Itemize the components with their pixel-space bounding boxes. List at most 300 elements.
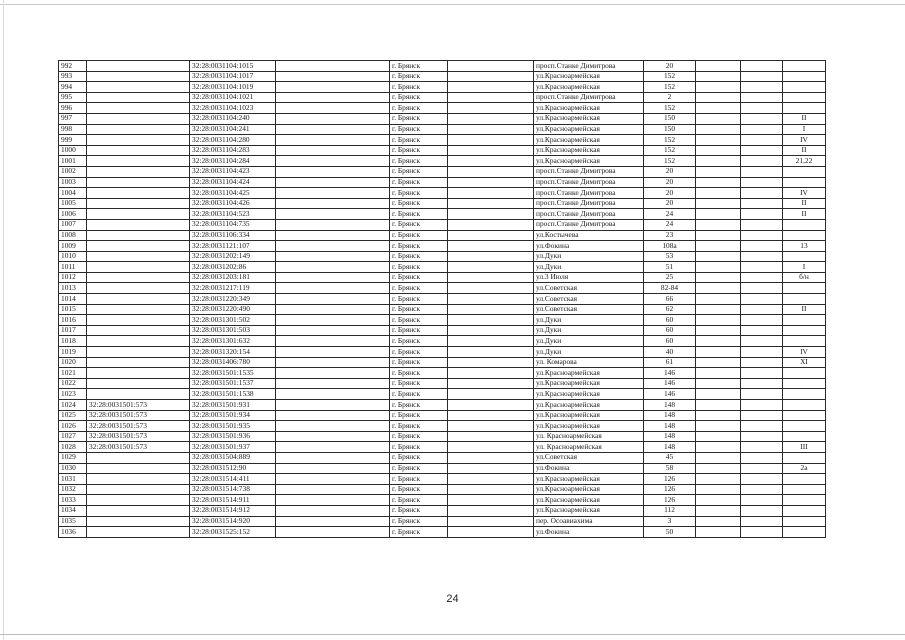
cell-city: г. Брянск [390,410,448,421]
cell-parent-cadastral-number [87,527,190,538]
cell-extra [741,474,783,485]
cell-city: г. Брянск [390,452,448,463]
cell-house-number: 40 [644,347,696,358]
cell-premises: IV [783,188,826,199]
cell-row-number: 1016 [59,315,87,326]
cell-building [696,516,741,527]
cell-extra [741,166,783,177]
cell-empty [276,431,390,442]
table-row [59,527,826,538]
table-row [59,463,826,474]
cell-premises: XI [783,357,826,368]
cell-parent-cadastral-number [87,262,190,273]
cell-row-number: 995 [59,92,87,103]
cell-city: г. Брянск [390,198,448,209]
cell-empty [276,368,390,379]
cell-empty [448,188,534,199]
cell-empty [448,452,534,463]
cell-extra [741,219,783,230]
cell-cadastral-number: 32:28:0031104:1017 [190,71,276,82]
cell-street: ул.Красноармейская [534,103,644,114]
cell-house-number: 24 [644,219,696,230]
cell-premises [783,61,826,72]
cell-row-number: 1029 [59,452,87,463]
cell-extra [741,272,783,283]
cell-parent-cadastral-number [87,484,190,495]
cell-premises [783,484,826,495]
table-row [59,315,826,326]
cell-row-number: 1005 [59,198,87,209]
cell-empty [448,230,534,241]
cell-empty [448,177,534,188]
cell-extra [741,61,783,72]
cell-building [696,198,741,209]
cell-row-number: 1027 [59,431,87,442]
cell-street: просп.Станке Димитрова [534,198,644,209]
cell-cadastral-number: 32:28:0031104:425 [190,188,276,199]
cell-house-number: 2 [644,92,696,103]
cell-building [696,495,741,506]
cell-row-number: 1028 [59,442,87,453]
cell-parent-cadastral-number [87,124,190,135]
cell-empty [276,336,390,347]
cell-empty [276,262,390,273]
cell-cadastral-number: 32:28:0031104:423 [190,166,276,177]
cell-city: г. Брянск [390,484,448,495]
cell-street: ул.Дуки [534,336,644,347]
cell-empty [276,463,390,474]
cell-cadastral-number: 32:28:0031104:735 [190,219,276,230]
cell-street: ул.Костычева [534,230,644,241]
cell-street: ул.Красноармейская [534,71,644,82]
cell-row-number: 992 [59,61,87,72]
cell-row-number: 1012 [59,272,87,283]
cell-cadastral-number: 32:28:0031104:283 [190,145,276,156]
cell-empty [276,442,390,453]
cell-building [696,357,741,368]
cell-extra [741,495,783,506]
cell-row-number: 997 [59,113,87,124]
cell-premises [783,389,826,400]
cell-extra [741,294,783,305]
cell-city: г. Брянск [390,219,448,230]
cell-cadastral-number: 32:28:0031501:934 [190,410,276,421]
cell-extra [741,124,783,135]
cell-house-number: 126 [644,484,696,495]
cell-parent-cadastral-number [87,272,190,283]
cell-cadastral-number: 32:28:0031104:241 [190,124,276,135]
cell-street: ул.Советская [534,294,644,305]
cell-cadastral-number: 32:28:0031514:920 [190,516,276,527]
table-row [59,357,826,368]
cell-empty [448,103,534,114]
cell-premises: II [783,304,826,315]
cell-city: г. Брянск [390,82,448,93]
cell-empty [448,304,534,315]
cell-row-number: 1002 [59,166,87,177]
cell-street: ул. Красноармейская [534,431,644,442]
cell-street: ул.Дуки [534,251,644,262]
cell-street: ул.Фокина [534,241,644,252]
cell-empty [276,71,390,82]
table-row [59,124,826,135]
cell-parent-cadastral-number [87,82,190,93]
cell-city: г. Брянск [390,145,448,156]
table-row [59,71,826,82]
cell-street: ул.Советская [534,283,644,294]
cell-row-number: 999 [59,135,87,146]
cell-premises [783,495,826,506]
cell-building [696,135,741,146]
cell-empty [448,294,534,305]
cell-cadastral-number: 32:28:0031220:349 [190,294,276,305]
cell-empty [448,262,534,273]
cell-premises [783,368,826,379]
cell-extra [741,325,783,336]
cell-premises: 13 [783,241,826,252]
scan-top-edge [0,4,905,5]
cell-empty [276,357,390,368]
cell-house-number: 82-84 [644,283,696,294]
cell-extra [741,442,783,453]
table-row [59,92,826,103]
table-row [59,145,826,156]
cell-city: г. Брянск [390,378,448,389]
cell-house-number: 148 [644,410,696,421]
cell-row-number: 1003 [59,177,87,188]
cell-empty [276,283,390,294]
cell-street: ул.Красноармейская [534,484,644,495]
cell-extra [741,71,783,82]
cell-city: г. Брянск [390,71,448,82]
cell-building [696,431,741,442]
cell-city: г. Брянск [390,421,448,432]
cell-row-number: 1004 [59,188,87,199]
cell-house-number: 150 [644,113,696,124]
cell-street: ул.Красноармейская [534,495,644,506]
cell-parent-cadastral-number: 32:28:0031501:573 [87,442,190,453]
cell-empty [276,527,390,538]
cell-extra [741,230,783,241]
cell-empty [448,527,534,538]
cell-empty [448,347,534,358]
cell-empty [276,198,390,209]
cell-house-number: 20 [644,198,696,209]
cell-house-number: 60 [644,336,696,347]
cell-parent-cadastral-number [87,61,190,72]
cell-building [696,368,741,379]
cell-empty [448,251,534,262]
cell-building [696,527,741,538]
table-row [59,347,826,358]
cell-empty [276,452,390,463]
cell-street: ул.Красноармейская [534,410,644,421]
cell-parent-cadastral-number [87,113,190,124]
cell-premises: II [783,209,826,220]
cell-empty [448,92,534,103]
cell-city: г. Брянск [390,61,448,72]
cell-row-number: 1000 [59,145,87,156]
cell-parent-cadastral-number: 32:28:0031501:573 [87,400,190,411]
cell-cadastral-number: 32:28:0031301:632 [190,336,276,347]
cell-empty [448,145,534,156]
cell-house-number: 148 [644,400,696,411]
cell-house-number: 3 [644,516,696,527]
cell-cadastral-number: 32:28:0031501:935 [190,421,276,432]
cell-city: г. Брянск [390,325,448,336]
cell-parent-cadastral-number [87,92,190,103]
cell-parent-cadastral-number [87,145,190,156]
cell-house-number: 126 [644,474,696,485]
cell-parent-cadastral-number [87,71,190,82]
cell-extra [741,452,783,463]
cell-house-number: 152 [644,135,696,146]
cell-parent-cadastral-number [87,156,190,167]
cell-cadastral-number: 32:28:0031106:334 [190,230,276,241]
cell-cadastral-number: 32:28:0031512:90 [190,463,276,474]
cell-premises [783,400,826,411]
cell-empty [276,241,390,252]
cell-empty [276,156,390,167]
cell-city: г. Брянск [390,156,448,167]
cell-empty [276,389,390,400]
cell-cadastral-number: 32:28:0031104:1019 [190,82,276,93]
cell-street: ул.Красноармейская [534,400,644,411]
cell-building [696,442,741,453]
cell-premises: IV [783,347,826,358]
cell-building [696,336,741,347]
cell-building [696,177,741,188]
cell-parent-cadastral-number [87,505,190,516]
cell-building [696,505,741,516]
cell-empty [448,272,534,283]
cell-building [696,484,741,495]
cell-extra [741,357,783,368]
cell-street: ул.Дуки [534,325,644,336]
cell-extra [741,421,783,432]
cell-premises [783,82,826,93]
cell-cadastral-number: 32:28:0031501:936 [190,431,276,442]
cell-premises [783,103,826,114]
cell-empty [448,463,534,474]
cell-street: ул.Красноармейская [534,82,644,93]
cell-row-number: 1024 [59,400,87,411]
cell-empty [276,421,390,432]
table-row [59,177,826,188]
cell-house-number: 60 [644,325,696,336]
cell-row-number: 1026 [59,421,87,432]
cell-empty [276,124,390,135]
cell-city: г. Брянск [390,283,448,294]
cell-street: просп.Станке Димитрова [534,219,644,230]
cell-row-number: 1015 [59,304,87,315]
cell-cadastral-number: 32:28:0031501:1537 [190,378,276,389]
cell-building [696,103,741,114]
cell-premises: б/н [783,272,826,283]
cell-row-number: 1023 [59,389,87,400]
cell-parent-cadastral-number [87,304,190,315]
cell-empty [448,71,534,82]
cell-street: ул.Красноармейская [534,474,644,485]
cell-city: г. Брянск [390,347,448,358]
table-row [59,241,826,252]
cell-city: г. Брянск [390,516,448,527]
cell-building [696,92,741,103]
cell-empty [448,219,534,230]
cell-building [696,188,741,199]
cell-building [696,347,741,358]
cell-parent-cadastral-number [87,230,190,241]
cell-premises [783,325,826,336]
cell-city: г. Брянск [390,272,448,283]
cell-building [696,124,741,135]
cell-street: ул.Фокина [534,527,644,538]
cell-city: г. Брянск [390,230,448,241]
table-row [59,389,826,400]
cell-cadastral-number: 32:28:0031121:107 [190,241,276,252]
cell-empty [448,135,534,146]
cell-empty [448,336,534,347]
cell-extra [741,156,783,167]
cell-empty [276,474,390,485]
cell-extra [741,368,783,379]
cell-empty [276,135,390,146]
cell-empty [448,113,534,124]
cell-cadastral-number: 32:28:0031104:1023 [190,103,276,114]
table-row [59,262,826,273]
cell-empty [448,283,534,294]
cell-city: г. Брянск [390,262,448,273]
cell-house-number: 146 [644,368,696,379]
cell-premises [783,336,826,347]
cell-row-number: 1010 [59,251,87,262]
cell-empty [448,315,534,326]
cell-premises [783,283,826,294]
table-row [59,272,826,283]
cell-row-number: 1017 [59,325,87,336]
table-row [59,188,826,199]
cell-house-number: 108а [644,241,696,252]
cell-parent-cadastral-number [87,251,190,262]
cell-house-number: 66 [644,294,696,305]
cell-parent-cadastral-number: 32:28:0031501:573 [87,431,190,442]
cell-building [696,463,741,474]
table-row [59,209,826,220]
cell-empty [448,209,534,220]
cell-parent-cadastral-number [87,103,190,114]
cell-premises [783,315,826,326]
cell-empty [448,421,534,432]
cell-city: г. Брянск [390,389,448,400]
cell-building [696,315,741,326]
cell-parent-cadastral-number [87,294,190,305]
cell-cadastral-number: 32:28:0031514:411 [190,474,276,485]
cell-row-number: 1031 [59,474,87,485]
cell-extra [741,347,783,358]
cell-cadastral-number: 32:28:0031320:154 [190,347,276,358]
cell-extra [741,378,783,389]
cell-street: пер. Осоавиахима [534,516,644,527]
page-number: 24 [446,593,459,605]
table-row [59,135,826,146]
cell-street: просп.Станке Димитрова [534,61,644,72]
cell-building [696,304,741,315]
cell-house-number: 20 [644,188,696,199]
cell-extra [741,431,783,442]
cell-cadastral-number: 32:28:0031217:119 [190,283,276,294]
cell-city: г. Брянск [390,495,448,506]
cell-street: ул. Красноармейская [534,442,644,453]
cell-empty [448,442,534,453]
cell-extra [741,177,783,188]
table-row [59,304,826,315]
cell-house-number: 152 [644,71,696,82]
cell-city: г. Брянск [390,336,448,347]
cell-premises: II [783,198,826,209]
cell-house-number: 24 [644,209,696,220]
cell-premises [783,421,826,432]
cell-city: г. Брянск [390,368,448,379]
cell-cadastral-number: 32:28:0031514:912 [190,505,276,516]
cell-parent-cadastral-number [87,315,190,326]
cell-row-number: 1033 [59,495,87,506]
cell-city: г. Брянск [390,527,448,538]
cell-row-number: 1030 [59,463,87,474]
cell-parent-cadastral-number: 32:28:0031501:573 [87,421,190,432]
cell-row-number: 996 [59,103,87,114]
cell-empty [276,103,390,114]
cell-premises: III [783,442,826,453]
table-row [59,82,826,93]
cell-street: просп.Станке Димитрова [534,166,644,177]
cell-extra [741,262,783,273]
cell-cadastral-number: 32:28:0031501:1535 [190,368,276,379]
cell-building [696,82,741,93]
cell-street: просп.Станке Димитрова [534,209,644,220]
table-row [59,484,826,495]
table-row [59,495,826,506]
cell-street: просп.Станке Димитрова [534,92,644,103]
cell-cadastral-number: 32:28:0031525:152 [190,527,276,538]
cell-premises [783,219,826,230]
cell-row-number: 1034 [59,505,87,516]
cell-empty [448,156,534,167]
cell-cadastral-number: 32:28:0031501:1538 [190,389,276,400]
cell-cadastral-number: 32:28:0031501:937 [190,442,276,453]
cell-parent-cadastral-number [87,209,190,220]
cell-premises [783,505,826,516]
table-row [59,61,826,72]
cell-row-number: 1013 [59,283,87,294]
cell-house-number: 152 [644,156,696,167]
cell-house-number: 126 [644,495,696,506]
cell-cadastral-number: 32:28:0031104:424 [190,177,276,188]
cell-empty [276,495,390,506]
cell-house-number: 62 [644,304,696,315]
cell-empty [448,82,534,93]
cell-parent-cadastral-number [87,474,190,485]
cell-cadastral-number: 32:28:0031514:738 [190,484,276,495]
cell-parent-cadastral-number: 32:28:0031501:573 [87,410,190,421]
cell-building [696,145,741,156]
cell-parent-cadastral-number [87,166,190,177]
cell-building [696,389,741,400]
cell-city: г. Брянск [390,209,448,220]
cell-city: г. Брянск [390,166,448,177]
cell-street: ул. Комарова [534,357,644,368]
cell-extra [741,113,783,124]
cell-premises [783,378,826,389]
